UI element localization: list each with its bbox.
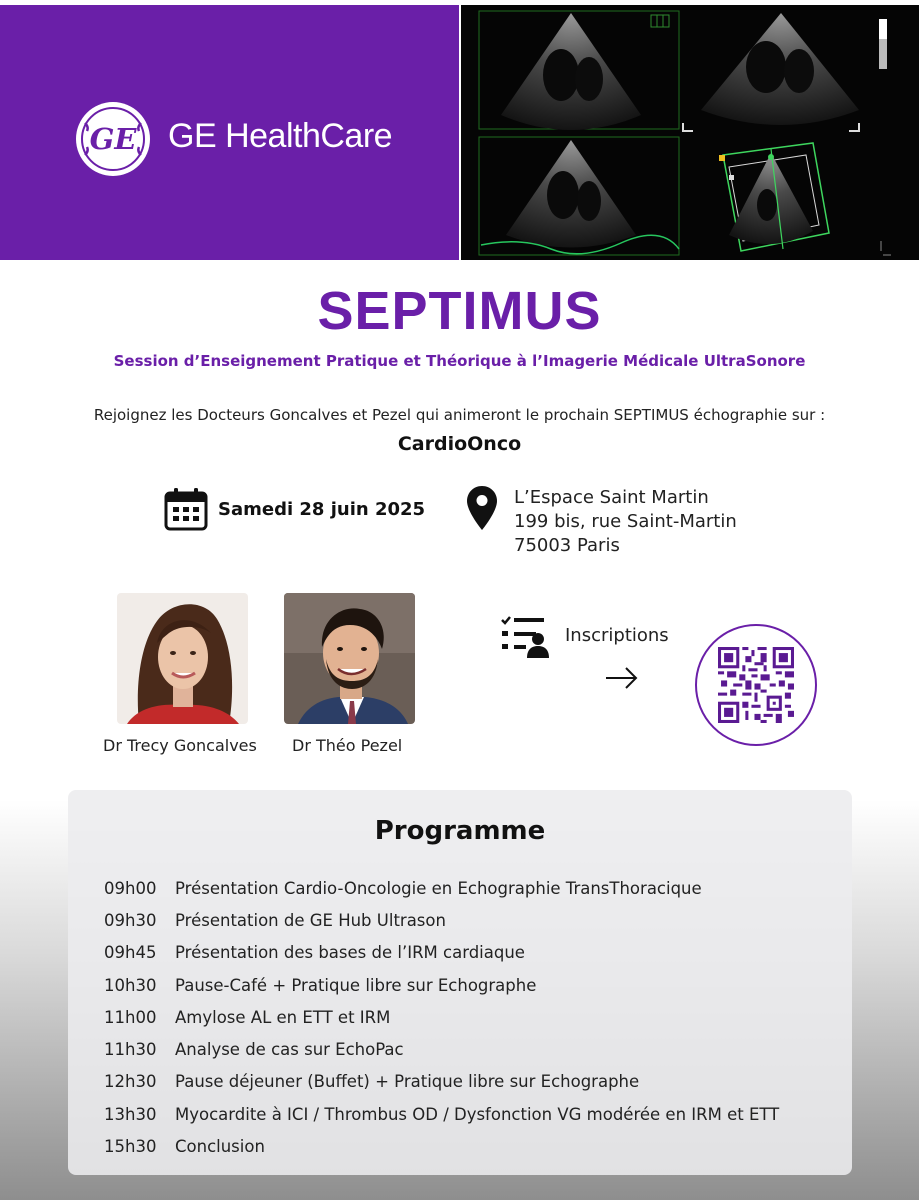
programme-label: Analyse de cas sur EchoPac [175, 1040, 404, 1060]
echocardiography-image [461, 5, 919, 260]
programme-item [104, 1098, 779, 1130]
programme-time: 10h30 [104, 975, 157, 995]
programme-time: 09h45 [104, 943, 157, 963]
speaker-name-pezel: Dr Théo Pezel [292, 736, 403, 755]
event-topic: CardioOnco [397, 433, 522, 455]
registration-qr[interactable] [695, 624, 817, 746]
brand-name: GE HealthCare [168, 117, 393, 155]
header-banner [0, 0, 919, 260]
programme-item [104, 904, 779, 936]
programme-time: 09h00 [104, 878, 157, 898]
map-pin-icon [466, 485, 498, 531]
programme-item [104, 872, 779, 904]
programme-label: Présentation de GE Hub Ultrason [175, 910, 446, 930]
programme-label: Myocardite à ICI / Thrombus OD / Dysfonction VG modérée en IRM et ETT [175, 1104, 780, 1124]
calendar-icon [164, 487, 208, 531]
ge-monogram-icon [75, 101, 151, 177]
programme-item [104, 1066, 779, 1098]
programme-label: Pause déjeuner (Buffet) + Pratique libre sur Echographe [175, 1072, 640, 1092]
programme-time: 11h30 [104, 1040, 157, 1060]
programme-time: 12h30 [104, 1072, 157, 1092]
programme-title: Programme [374, 816, 546, 846]
registration-label: Inscriptions [565, 625, 669, 646]
event-title: SEPTIMUS [317, 281, 602, 341]
programme-time: 09h30 [104, 910, 157, 930]
brand-panel [0, 5, 459, 260]
address-venue: L’Espace Saint Martin [514, 487, 709, 508]
checklist-person-icon [500, 614, 550, 660]
address-street: 199 bis, rue Saint-Martin [514, 511, 737, 532]
speaker-photo-pezel [284, 593, 415, 724]
programme-item [104, 937, 779, 969]
arrow-right-icon [604, 665, 638, 691]
programme-time: 11h00 [104, 1007, 157, 1027]
programme-item [104, 1001, 779, 1033]
programme-label: Amylose AL en ETT et IRM [175, 1007, 391, 1027]
programme-label: Présentation des bases de l’IRM cardiaque [175, 943, 525, 963]
programme-label: Pause-Café + Pratique libre sur Echographe [175, 975, 537, 995]
event-date: Samedi 28 juin 2025 [218, 499, 426, 520]
address-city: 75003 Paris [514, 535, 620, 556]
qr-code-icon [718, 647, 794, 723]
programme-time: 15h30 [104, 1137, 157, 1157]
programme-item [104, 1033, 779, 1065]
event-intro: Rejoignez les Docteurs Goncalves et Pezel qui animeront le prochain SEPTIMUS échographie sur : [93, 406, 826, 424]
programme-label: Présentation Cardio-Oncologie en Echographie TransThoracique [175, 878, 702, 898]
programme-list [104, 872, 779, 1163]
speaker-photo-goncalves [117, 593, 248, 724]
programme-item [104, 969, 779, 1001]
programme-label: Conclusion [175, 1137, 265, 1157]
svg-text:GE: GE [89, 122, 137, 156]
event-subtitle: Session d’Enseignement Pratique et Théorique à l’Imagerie Médicale UltraSonore [113, 352, 806, 370]
programme-panel [68, 790, 852, 1175]
programme-item [104, 1130, 779, 1162]
event-address [514, 486, 737, 558]
echo-views-graphic [461, 5, 919, 260]
programme-time: 13h30 [104, 1104, 157, 1124]
speaker-name-goncalves: Dr Trecy Goncalves [103, 736, 257, 755]
